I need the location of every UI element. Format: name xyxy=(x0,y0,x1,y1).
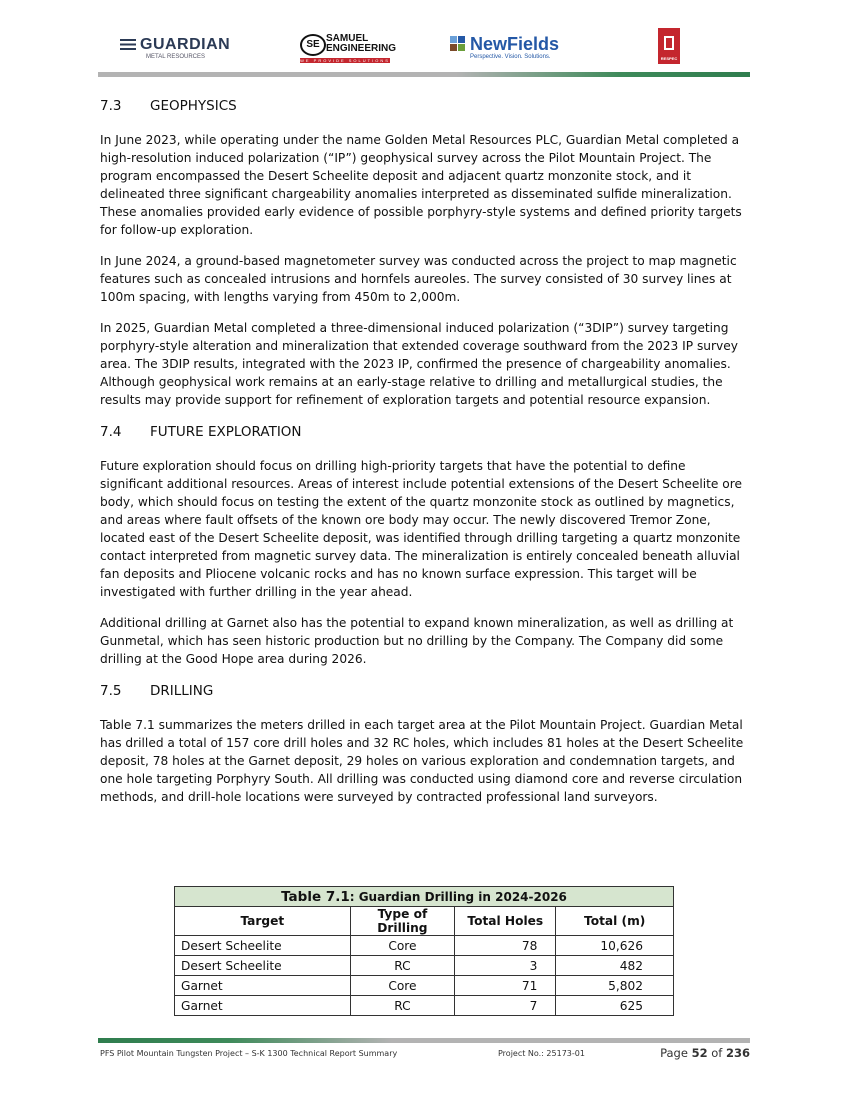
samuel-line2: ENGINEERING xyxy=(326,43,397,54)
section-number: 7.4 xyxy=(100,424,122,440)
table-caption-text: : Guardian Drilling in 2024-2026 xyxy=(349,889,567,904)
paragraph: In 2025, Guardian Metal completed a three-dimensional induced polarization (“3DIP”) survey targeting porphyry-style alteration and mineralization that extended coverage southward from the 2023 IP survey area. The 3DIP results, integrated with the 2023 IP, confirmed the presence of chargeability anomalies. Although geophysical work remains at an early-stage relative to drilling and metallurgical studies, the results may provide support for refinement of exploration targets and potential resource expansion. xyxy=(100,321,738,407)
table-row xyxy=(175,936,674,956)
cell-holes: 78 xyxy=(455,936,556,956)
column-header: Total Holes xyxy=(455,907,556,936)
newfields-square-icon xyxy=(458,36,465,43)
section-heading-geophysics xyxy=(100,95,750,117)
table-caption xyxy=(175,887,674,907)
footer-report-title: PFS Pilot Mountain Tungsten Project – S-K 1300 Technical Report Summary xyxy=(100,1049,398,1058)
se-badge: SE xyxy=(300,34,326,56)
cell-holes: 71 xyxy=(455,976,556,996)
table-row xyxy=(175,956,674,976)
cell-holes: 7 xyxy=(455,996,556,1016)
guardian-bars-icon xyxy=(120,39,136,50)
cell-total: 5,802 xyxy=(556,976,674,996)
footer-project-number: Project No.: 25173-01 xyxy=(498,1049,585,1058)
cell-holes: 3 xyxy=(455,956,556,976)
cell-total: 625 xyxy=(556,996,674,1016)
paragraph: In June 2024, a ground-based magnetometer survey was conducted across the project to map magnetic features such as concealed intrusions and hornfels aureoles. The survey consisted of 30 survey lines at 100m spacing, with lengths varying from 450m to 2,000m. xyxy=(100,254,737,304)
cell-target: Garnet xyxy=(175,976,351,996)
paragraph: Additional drilling at Garnet also has the potential to expand known mineralization, as well as drilling at Gunmetal, which has seen historic production but no drilling by the Company. The Company did some drilling at the Good Hope area during 2026. xyxy=(100,616,734,666)
section-title: FUTURE EXPLORATION xyxy=(150,424,302,440)
cell-type: RC xyxy=(350,956,454,976)
cell-total: 10,626 xyxy=(556,936,674,956)
header-rule xyxy=(98,72,750,77)
column-header: Target xyxy=(175,907,351,936)
cell-type: Core xyxy=(350,976,454,996)
section-heading-future-exploration xyxy=(100,421,750,443)
paragraph: In June 2023, while operating under the name Golden Metal Resources PLC, Guardian Metal completed a high-resolution induced polarization (“IP”) geophysical survey across the Pilot Mountain Project. The program encompassed the Desert Scheelite deposit and adjacent quartz monzonite stock, and it delineated three significant chargeability anomalies interpreted as disseminated sulfide mineralization. These anomalies provided early evidence of possible porphyry-style systems and defined priority targets for follow-up exploration. xyxy=(100,133,742,237)
section-number: 7.5 xyxy=(100,683,122,699)
column-header: Total (m) xyxy=(556,907,674,936)
guardian-logo-name: GUARDIAN xyxy=(140,36,231,53)
page-prefix: Page xyxy=(660,1046,692,1060)
section-title: GEOPHYSICS xyxy=(150,98,237,114)
paragraph: Table 7.1 summarizes the meters drilled in each target area at the Pilot Mountain Project. Guardian Metal has drilled a total of 157 core drill holes and 32 RC holes, which includes 81 holes at the Desert Scheelite deposit, 78 holes at the Garnet deposit, 29 holes on various exploration and condemnation targets, and one hole targeting Porphyry South. All drilling was conducted using diamond core and reverse circulation methods, and drill-hole locations were surveyed by contracted professional land surveyors. xyxy=(100,718,744,804)
newfields-tagline: Perspective. Vision. Solutions. xyxy=(470,54,551,60)
guardian-logo-sub: METAL RESOURCES xyxy=(146,54,206,60)
page-header xyxy=(98,26,750,74)
samuel-logo-text xyxy=(326,34,396,54)
footer-rule xyxy=(98,1038,750,1043)
cell-target: Garnet xyxy=(175,996,351,1016)
drilling-table xyxy=(174,886,674,1016)
section-number: 7.3 xyxy=(100,98,122,114)
newfields-logo-name: NewFields xyxy=(470,34,560,54)
column-header: Type of Drilling xyxy=(350,907,454,936)
page-footer xyxy=(100,1046,750,1062)
section-title: DRILLING xyxy=(150,683,214,699)
table-caption-label: Table 7.1 xyxy=(281,888,350,905)
newfields-square-icon xyxy=(450,36,457,43)
paragraph: Future exploration should focus on drilling high-priority targets that have the potential to define significant additional resources. Areas of interest include potential extensions of the Desert Scheelite ore body, which should focus on testing the extent of the quartz monzonite stock as outlined by magnetics, and areas where fault offsets of the known ore body may occur. The newly discovered Tremor Zone, located east of the Desert Scheelite deposit, was identified through drilling targeting a quartz monzonite contact interpreted from magnetic survey data. The mineralization is entirely concealed beneath alluvial fan deposits and Pliocene volcanic rocks and has no known surface expression. This target will be investigated with further drilling in the year ahead. xyxy=(100,459,742,599)
cell-type: RC xyxy=(350,996,454,1016)
cell-target: Desert Scheelite xyxy=(175,936,351,956)
cell-target: Desert Scheelite xyxy=(175,956,351,976)
page-content xyxy=(100,95,750,806)
page-total: 236 xyxy=(725,1046,750,1060)
respec-logo xyxy=(658,28,680,64)
cell-total: 482 xyxy=(556,956,674,976)
page-current: 52 xyxy=(691,1046,708,1060)
cell-type: Core xyxy=(350,936,454,956)
samuel-line1: SAMUEL xyxy=(326,33,369,44)
samuel-tagline: WE PROVIDE SOLUTIONS xyxy=(300,58,390,63)
page-number xyxy=(660,1046,750,1060)
table-header-row xyxy=(175,907,674,936)
table-row xyxy=(175,976,674,996)
newfields-square-icon xyxy=(450,44,457,51)
table-row xyxy=(175,996,674,1016)
page-of: of xyxy=(707,1046,726,1060)
guardian-logo xyxy=(120,36,231,60)
respec-mark-icon xyxy=(664,36,674,50)
newfields-square-icon xyxy=(458,44,465,51)
respec-logo-name: RESPEC xyxy=(660,56,678,61)
section-heading-drilling xyxy=(100,680,750,702)
